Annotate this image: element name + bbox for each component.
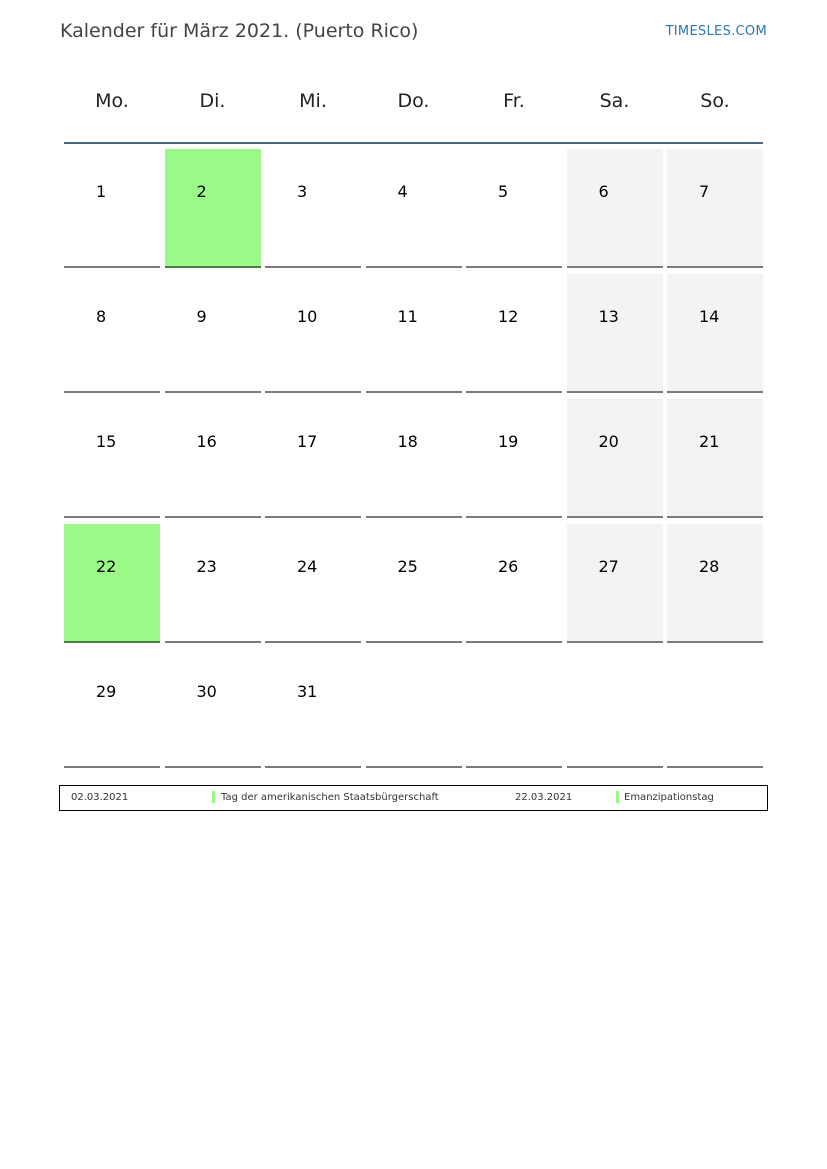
calendar-day <box>165 649 261 768</box>
calendar-day <box>667 524 763 643</box>
day-number: 29 <box>96 682 117 701</box>
holiday-legend <box>59 785 768 811</box>
day-number: 9 <box>196 307 207 326</box>
day-number: 28 <box>699 557 720 576</box>
calendar-day-holiday <box>165 149 261 268</box>
day-number: 31 <box>297 682 318 701</box>
calendar-day <box>567 399 663 518</box>
day-number: 1 <box>96 182 107 201</box>
calendar-day-holiday <box>64 524 160 643</box>
calendar-day <box>366 274 462 393</box>
day-number: 30 <box>196 682 217 701</box>
calendar-day <box>567 274 663 393</box>
day-number: 13 <box>598 307 619 326</box>
day-number: 25 <box>397 557 418 576</box>
day-number: 20 <box>598 432 619 451</box>
legend-date: 02.03.2021 <box>71 792 129 803</box>
calendar-day <box>567 149 663 268</box>
day-number: 8 <box>96 307 107 326</box>
calendar-day <box>366 524 462 643</box>
weekday-label: Sa. <box>599 90 630 112</box>
weekday-label: Di. <box>199 90 226 112</box>
day-number: 10 <box>297 307 318 326</box>
calendar-day <box>165 524 261 643</box>
legend-color-marker <box>616 791 619 803</box>
calendar-day <box>667 649 763 768</box>
calendar-day <box>265 524 361 643</box>
legend-color-marker <box>212 791 215 803</box>
day-number: 7 <box>699 182 710 201</box>
day-number: 11 <box>397 307 418 326</box>
calendar-day <box>64 274 160 393</box>
day-number: 22 <box>96 557 117 576</box>
day-number: 24 <box>297 557 318 576</box>
calendar-day <box>366 649 462 768</box>
calendar-day <box>265 149 361 268</box>
day-number: 5 <box>498 182 509 201</box>
calendar-day <box>567 649 663 768</box>
page-title: Kalender für März 2021. (Puerto Rico) <box>60 20 419 42</box>
day-number: 4 <box>397 182 408 201</box>
header-divider <box>64 142 763 144</box>
day-number: 15 <box>96 432 117 451</box>
calendar-day <box>667 274 763 393</box>
calendar-day <box>64 399 160 518</box>
weekday-label: Mo. <box>95 90 129 112</box>
day-number: 26 <box>498 557 519 576</box>
calendar-day <box>567 524 663 643</box>
calendar-day <box>265 649 361 768</box>
day-number: 18 <box>397 432 418 451</box>
calendar-day <box>366 399 462 518</box>
calendar-day <box>265 274 361 393</box>
calendar-day <box>667 149 763 268</box>
weekday-label: Do. <box>397 90 430 112</box>
calendar-day <box>466 149 562 268</box>
brand-link[interactable]: TIMESLES.COM <box>665 24 767 39</box>
day-number: 23 <box>196 557 217 576</box>
calendar-day <box>466 274 562 393</box>
weekday-header <box>64 90 763 118</box>
day-number: 2 <box>196 182 207 201</box>
calendar-day <box>64 149 160 268</box>
day-number: 6 <box>598 182 609 201</box>
day-number: 3 <box>297 182 308 201</box>
day-number: 14 <box>699 307 720 326</box>
day-number: 17 <box>297 432 318 451</box>
day-number: 21 <box>699 432 720 451</box>
calendar-day <box>64 649 160 768</box>
weekday-label: Fr. <box>503 90 525 112</box>
weekday-label: So. <box>700 90 730 112</box>
calendar-day <box>466 524 562 643</box>
calendar-day <box>165 399 261 518</box>
calendar-day <box>466 649 562 768</box>
day-number: 16 <box>196 432 217 451</box>
legend-holiday-name: Tag der amerikanischen Staatsbürgerschaft <box>221 792 439 803</box>
weekday-label: Mi. <box>299 90 327 112</box>
day-number: 12 <box>498 307 519 326</box>
calendar-day <box>667 399 763 518</box>
day-number: 19 <box>498 432 519 451</box>
calendar-day <box>366 149 462 268</box>
calendar-day <box>265 399 361 518</box>
calendar-day <box>466 399 562 518</box>
legend-date: 22.03.2021 <box>515 792 573 803</box>
day-number: 27 <box>598 557 619 576</box>
calendar-day <box>165 274 261 393</box>
legend-holiday-name: Emanzipationstag <box>624 792 714 803</box>
